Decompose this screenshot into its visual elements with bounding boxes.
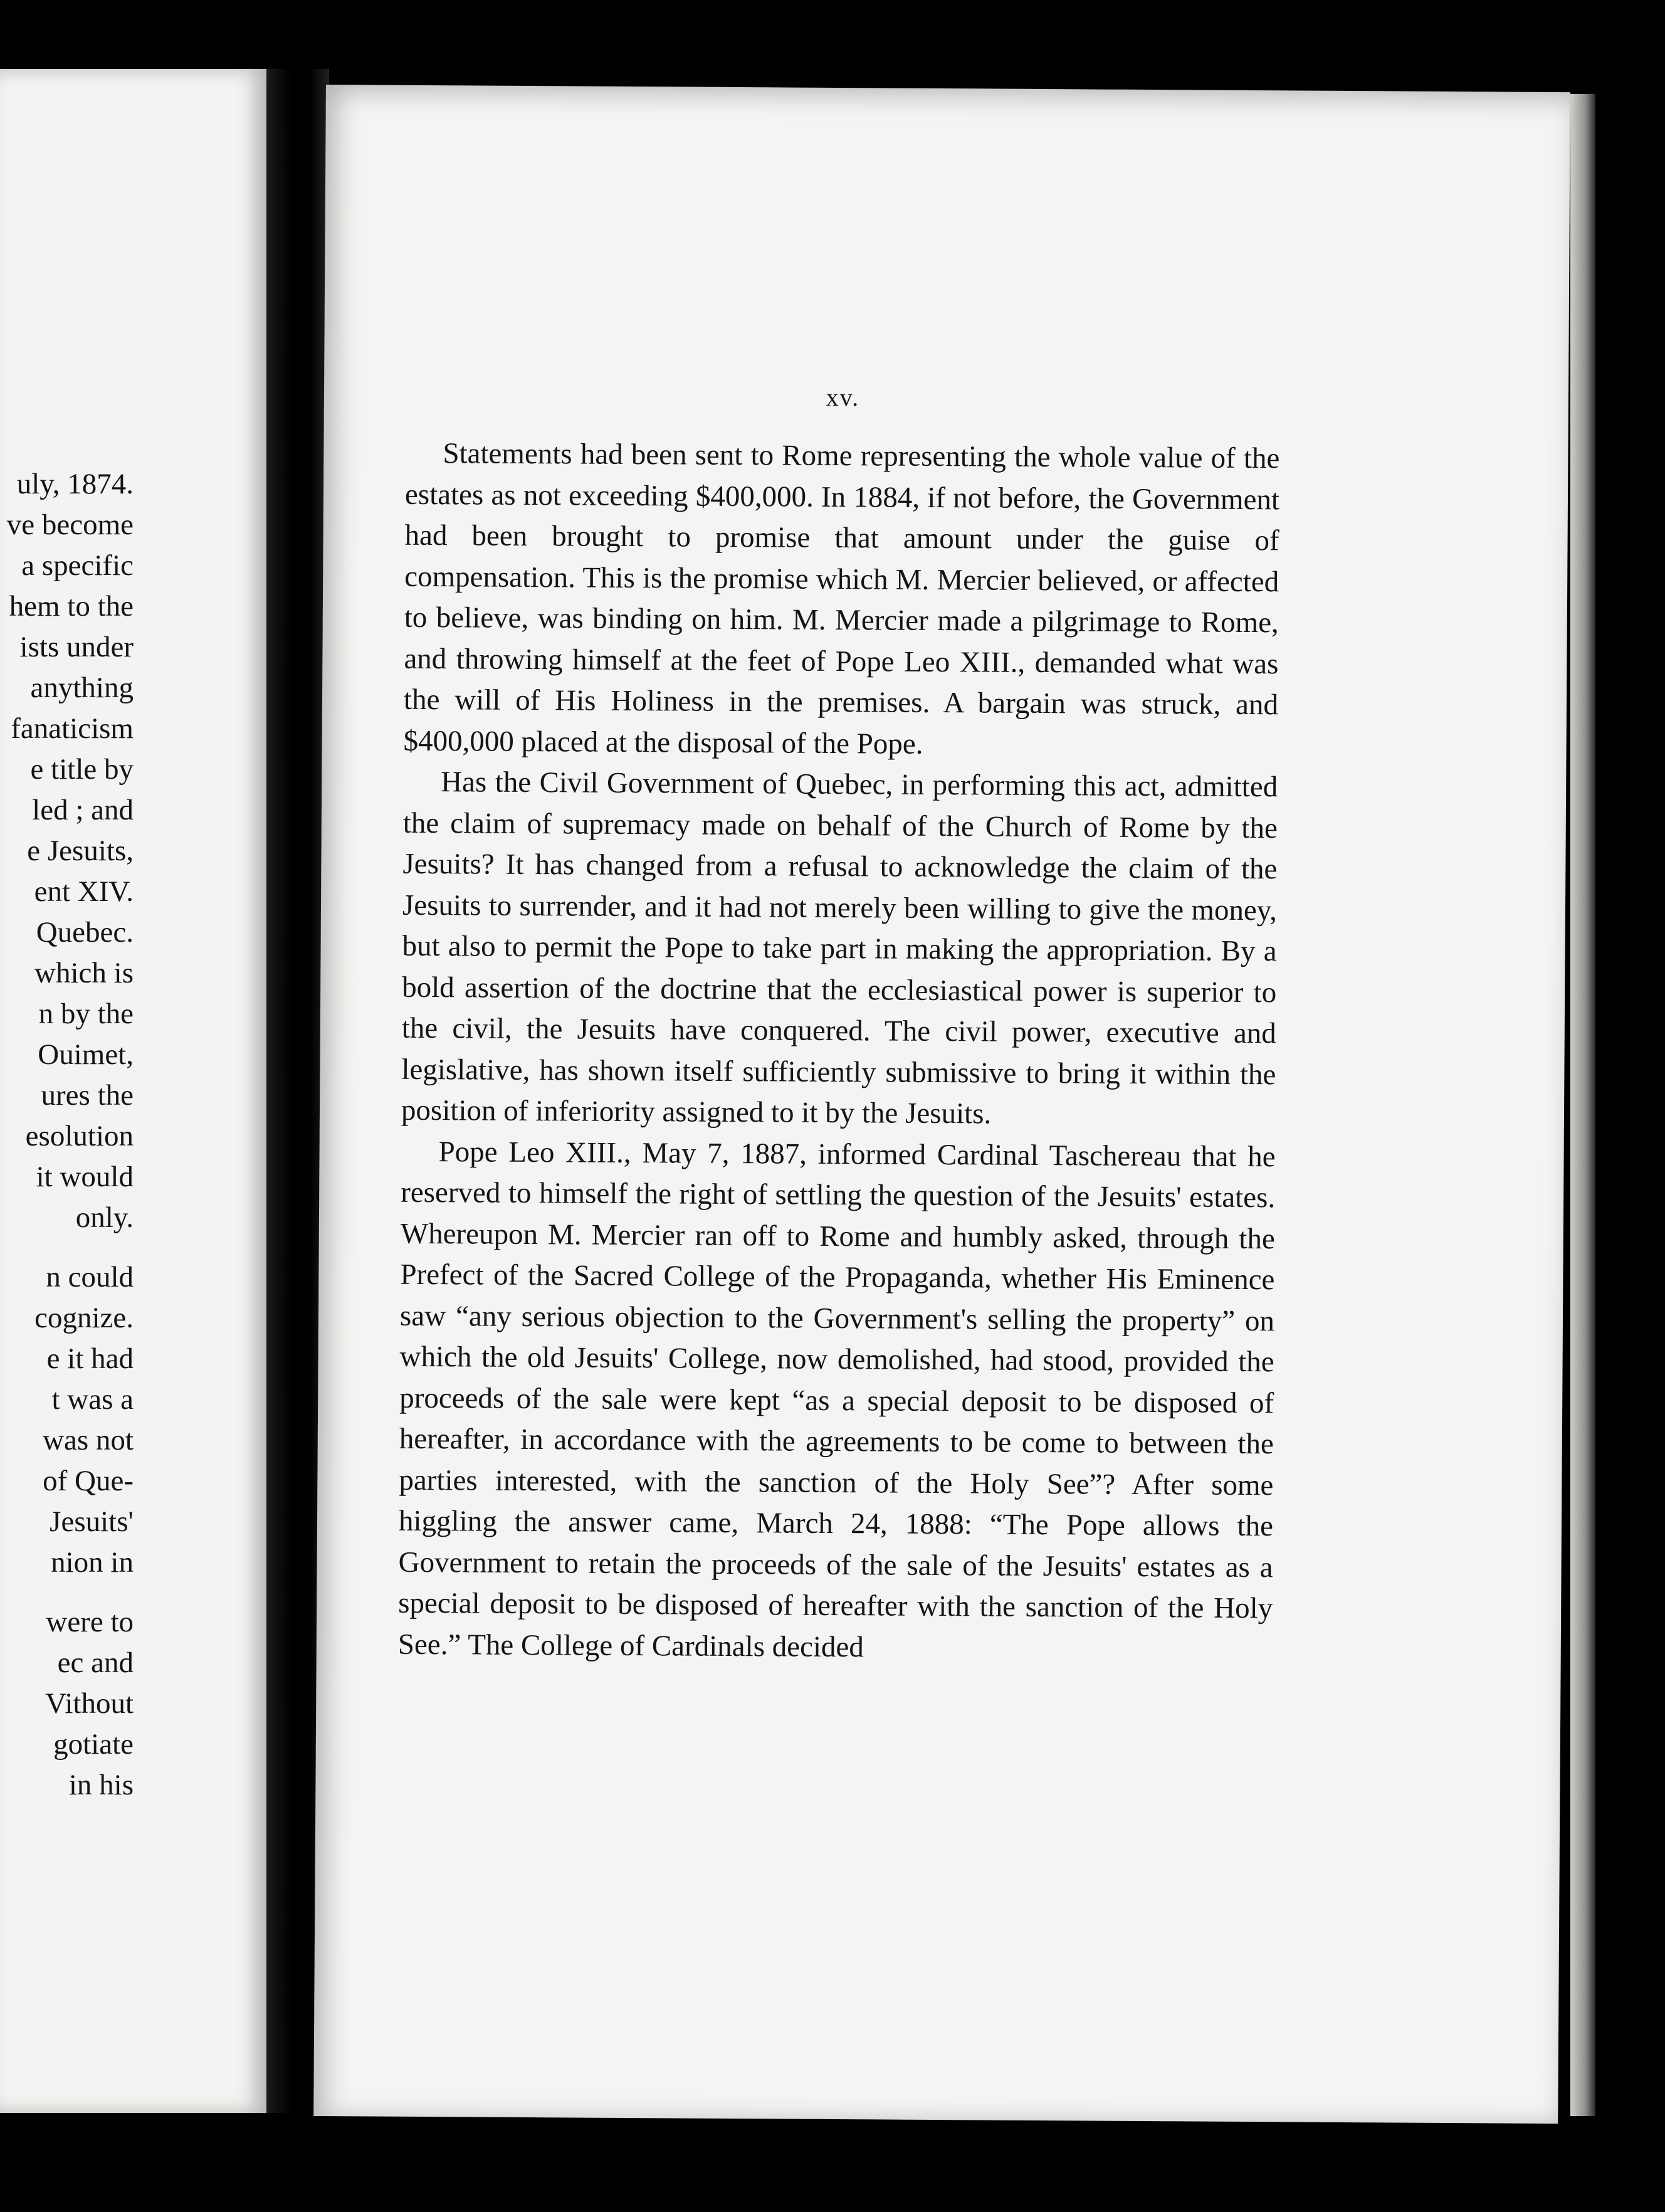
left-page-line: t was a [51,1383,134,1416]
left-page-line: was not [43,1424,134,1456]
left-page-line: n could [46,1261,134,1293]
left-page-line: which is [34,957,134,989]
left-page-line: Ouimet, [38,1038,134,1071]
page-number: xv. [826,382,860,412]
left-page-line: uly, 1874. [16,468,134,500]
right-page [313,85,1570,2124]
left-page-line: ists under [19,631,134,663]
left-page-line: hem to the [9,590,134,623]
left-page-line: were to [46,1606,134,1638]
left-page-line: Vithout [45,1687,134,1720]
left-page-line: ent XIV. [34,875,134,908]
left-page-line: ures the [41,1079,134,1112]
paragraph-1: Statements had been sent to Rome representing the whole value of the estates as not exceeding $400,000. In 1884, if not before, the Government had been brought to promise that amount under the guise of compensation. This is the promise which M. Mercier believed, or affected to believe, was binding on him. M. Mercier made a pilgrimage to Rome, and throwing himself at the feet of Pope Leo XIII., demanded what was the will of His Holiness in the premises. A bargain was struck, and $400,000 placed at the disposal of the Pope. [403,437,1280,761]
left-page-line: cognize. [34,1302,134,1334]
left-page-line: it would [36,1161,134,1193]
left-page-line: Quebec. [36,916,134,949]
left-page [0,69,266,2113]
left-page-line: fanaticism [11,712,134,745]
left-page-line: anything [30,672,134,704]
paragraph-2: Has the Civil Government of Quebec, in performing this act, admitted the claim of supremacy made on behalf of the Church of Rome by the Jesuits? It has changed from a refusal to acknowledge the claim of the Jesuits to surrender, and it had not merely been willing to give the money, but also to permit the Pope to take part in making the appropriation. By a bold assertion of the doctrine that the ecclesiastical power is superior to the civil, the Jesuits have conquered. The civil power, executive and legislative, has shown itself sufficiently submissive to bring it within the position of inferiority assigned to it by the Jesuits. [401,766,1278,1130]
left-page-gap [0,1583,134,1602]
page-body [398,433,1280,1670]
left-page-text [0,464,134,1806]
left-page-line: led ; and [32,794,134,826]
left-page-line: ec and [57,1646,134,1679]
left-page-line: e title by [30,753,134,786]
left-page-line: nion in [51,1546,134,1579]
paragraph-3: Pope Leo XIII., May 7, 1887, informed Cardinal Taschereau that he reserved to himself the right of settling the question of the Jesuits' estates. Whereupon M. Mercier ran off to Rome and humbly asked, through the Prefect of the Sacred College of the Propaganda, whether His Eminence saw “any serious objection to the Government's selling the property” on which the old Jesuits' College, now demolished, had stood, provided the proceeds of the sale were kept “as a special deposit to be disposed of hereafter, in accordance with the agreements to be come to between the parties interested, with the sanction of the Holy See”? After some higgling the answer came, March 24, 1888: “The Pope allows the Government to retain the proceeds of the sale of the Jesuits' estates as a special deposit to be disposed of hereafter with the sanction of the Holy See.” The College of Cardinals decided [397,1135,1276,1663]
left-page-line: ve become [6,508,134,541]
left-page-line: of Que- [43,1465,134,1497]
left-page-line: a specific [21,549,134,582]
left-page-line: in his [68,1769,134,1801]
left-page-gap [0,1238,134,1257]
left-page-line: Jesuits' [50,1505,134,1538]
left-page-line: esolution [25,1120,134,1152]
left-page-line: only. [75,1201,134,1234]
left-page-line: gotiate [53,1728,134,1761]
left-page-line: e Jesuits, [27,835,134,867]
left-page-line: e it had [46,1342,134,1375]
page-edge [1570,94,1595,2116]
left-page-line: n by the [38,998,134,1030]
